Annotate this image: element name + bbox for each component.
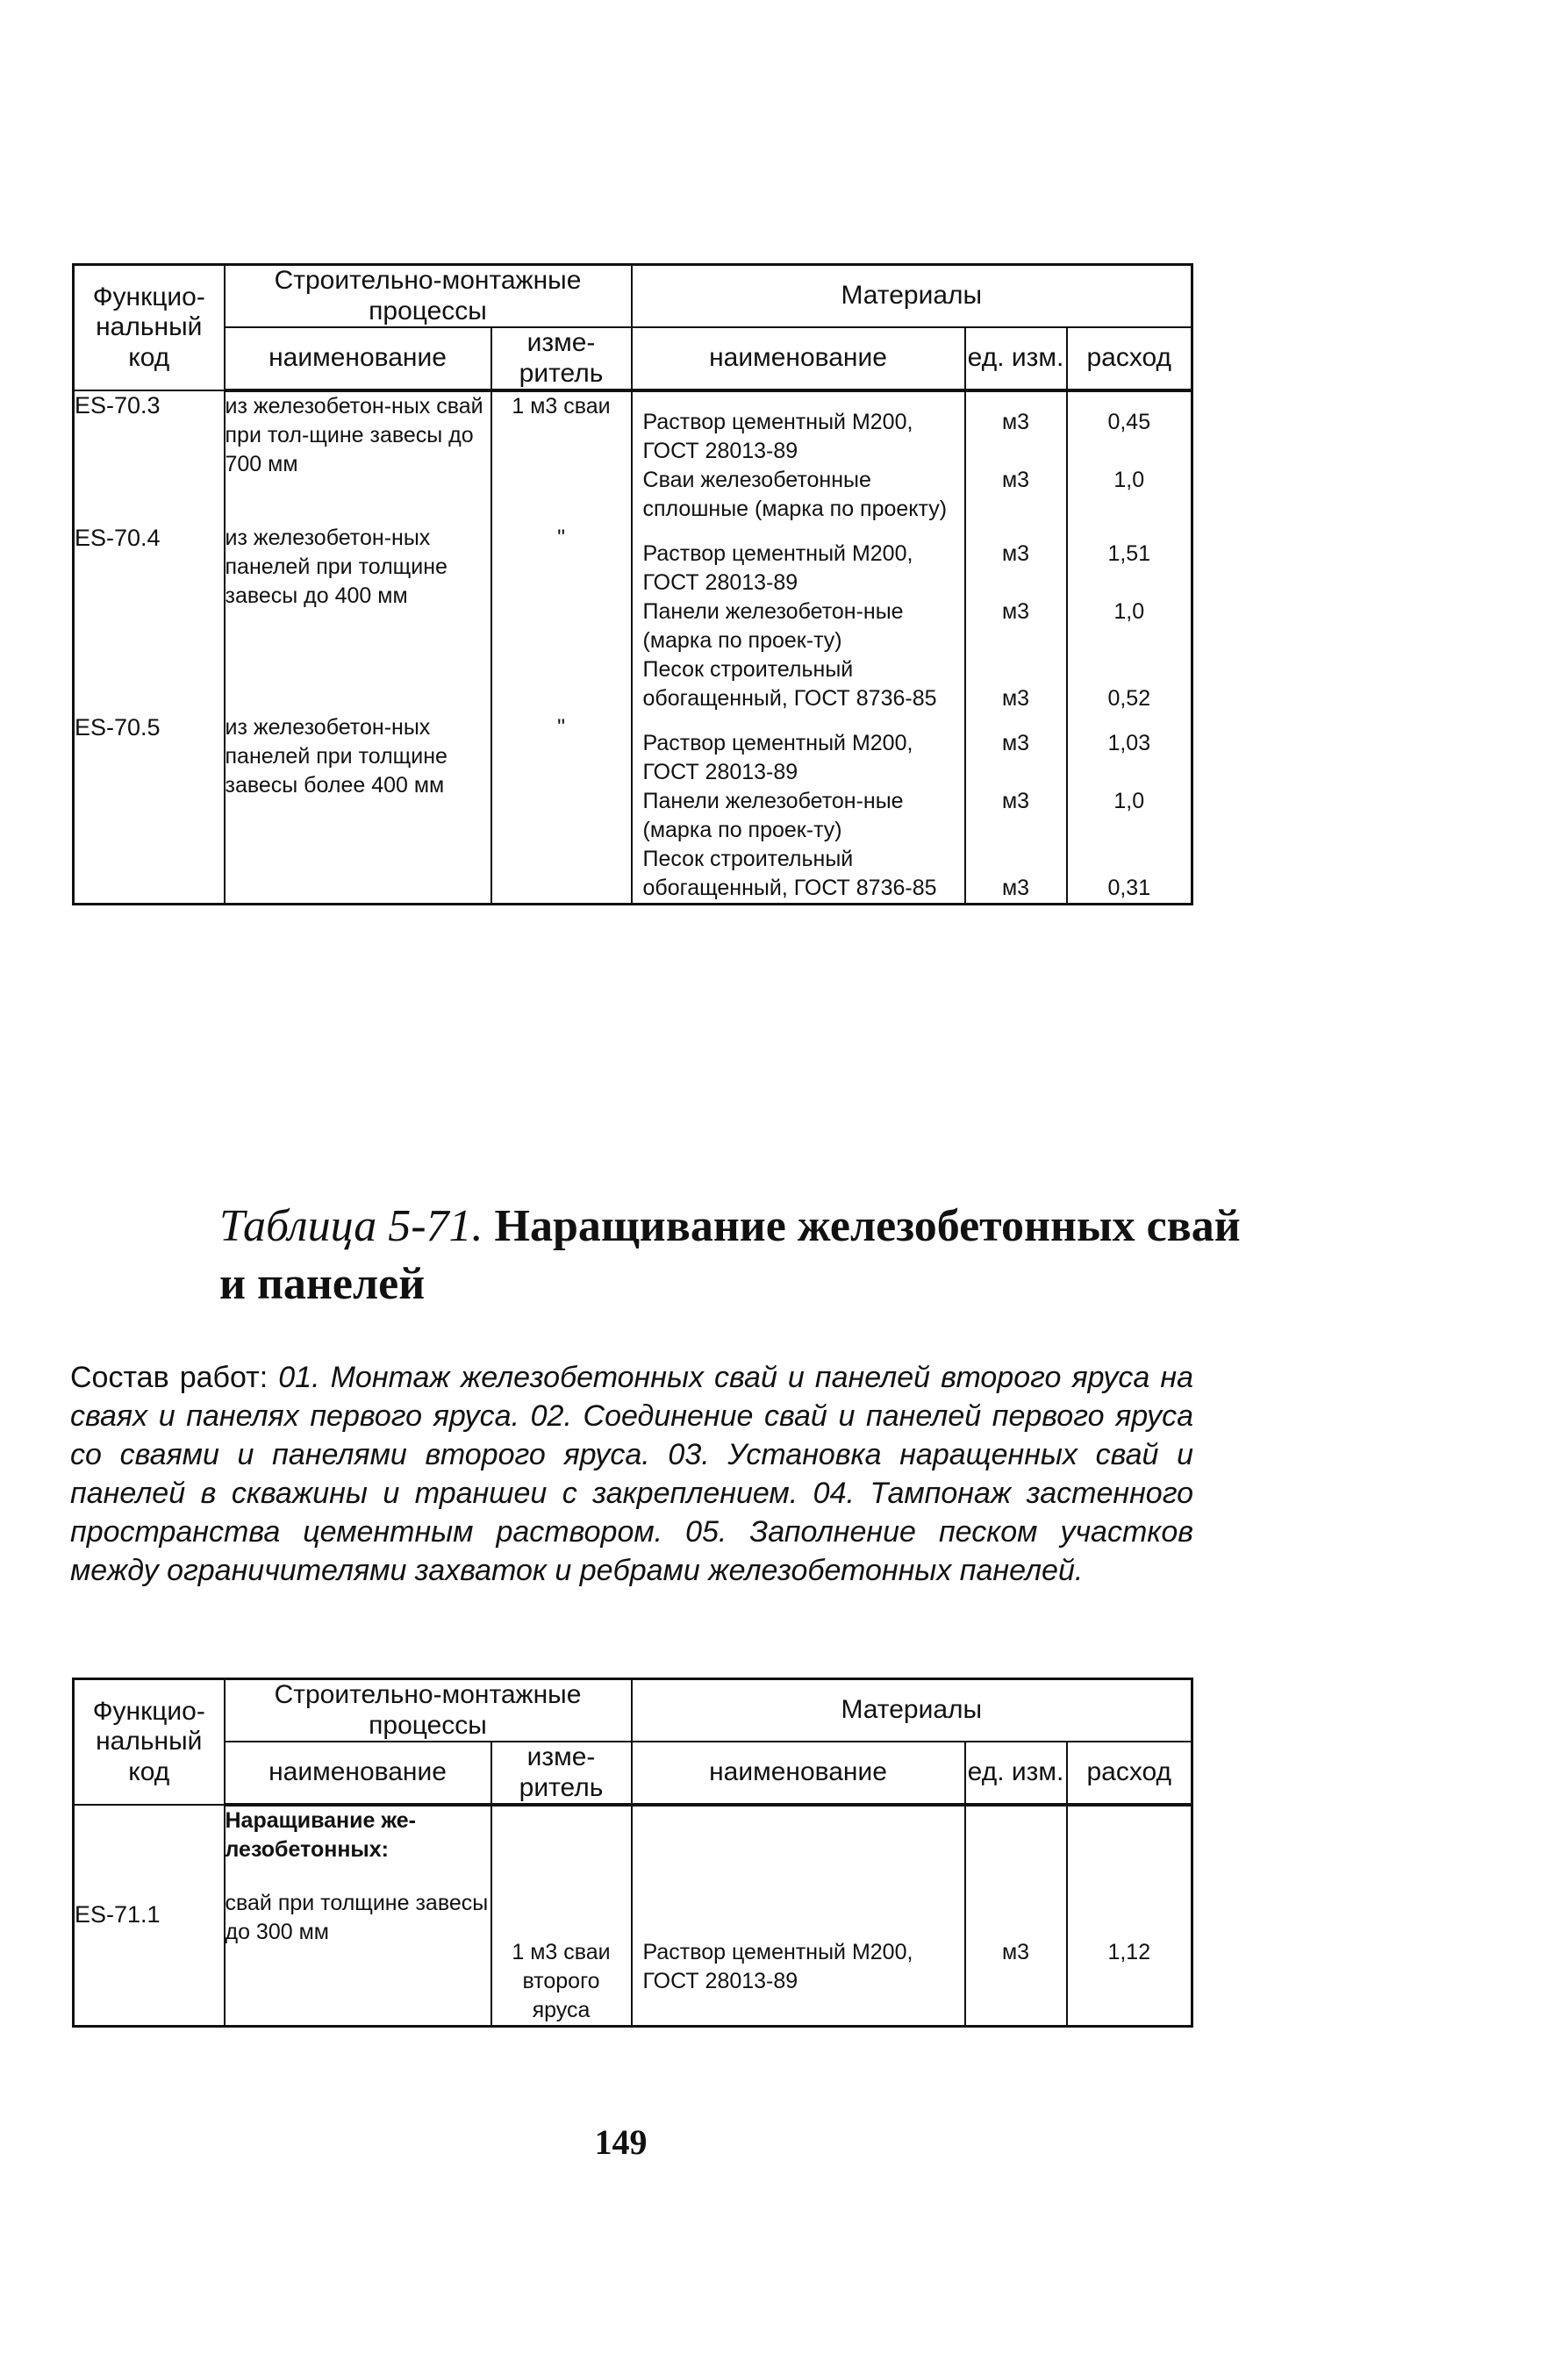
material-rate: 1,0 [1113,468,1145,492]
material-name: Раствор цементный М200, ГОСТ 28013-89 [642,1940,913,1993]
material-rate: 1,0 [1113,599,1145,624]
header-material-rate: расход [1067,327,1192,390]
header-functional-code: Функцио-нальный код [74,1679,225,1806]
header-processes: Строительно-монтажные процессы [225,265,632,328]
header-material-unit: ед. изм. [965,327,1067,390]
header-material-name: наименование [632,1742,965,1805]
material-rate: 1,0 [1113,789,1145,813]
row-code: ЕS-70.5 [74,713,225,905]
table-label: Таблица 5-71. [219,1201,483,1251]
section-title [219,1198,1272,1313]
composition-lead: Состав работ: [70,1361,268,1394]
header-process-meter: изме-ритель [491,327,632,390]
page-number: 149 [594,2122,648,2162]
material-rate: 1,51 [1107,541,1151,566]
header-material-rate: расход [1067,1742,1192,1805]
materials-table-5-70 [72,263,1193,905]
row-meter: 1 м3 сваи [491,390,632,524]
material-unit: м3 [1001,876,1030,900]
row-code: ЕS-71.1 [74,1805,225,2027]
row-meter: 1 м3 сваи второго яруса [491,1805,632,2027]
materials-table-5-71 [72,1678,1193,2028]
material-name: Раствор цементный М200, ГОСТ 28013-89 [642,541,913,595]
material-unit: м3 [1001,789,1030,813]
row-code: ЕS-70.4 [74,524,225,713]
material-unit: м3 [1001,1940,1030,1964]
material-unit: м3 [1001,686,1030,711]
table-row [74,524,1192,713]
header-process-meter: изме-ритель [491,1742,632,1805]
header-materials: Материалы [632,265,1192,328]
work-composition [70,1358,1193,1590]
header-materials: Материалы [632,1679,1192,1742]
material-name: Песок строительный обогащенный, ГОСТ 8736-85 [642,657,937,711]
row-process: из железобетон-ных панелей при толщине завесы до 400 мм [225,524,491,713]
header-functional-code: Функцио-нальный код [74,265,225,391]
composition-text: 01. Монтаж железобетонных свай и панелей второго яруса на сваях и панелях первого яруса. 02. Соединение свай и панелей первого яруса со сваями и панелями второго яруса. 03. Установка наращенных свай и панелей в скважины и траншеи с закреплением. 04. Тампонаж застенного пространства цементным раствором. 05. Заполнение песком участков между ограничителями захваток и ребрами железобетонных панелей. [70,1361,1194,1587]
row-process: из железобетон-ных панелей при толщине завесы более 400 мм [225,713,491,905]
material-unit: м3 [1001,541,1030,566]
material-rate: 1,03 [1107,731,1151,755]
material-unit: м3 [1001,468,1030,492]
row-meter: " [491,524,632,713]
table-row [74,713,1192,905]
row-process: свай при толщине завесы до 300 мм [225,1891,489,1944]
group-title: Наращивание же-лезобетонных: [225,1808,416,1862]
header-material-unit: ед. изм. [965,1742,1067,1805]
material-name: Сваи железобетонные сплошные (марка по проекту) [642,468,948,521]
material-name: Песок строительный обогащенный, ГОСТ 8736-85 [642,847,937,900]
material-unit: м3 [1001,599,1030,624]
material-rate: 0,52 [1107,686,1151,711]
header-processes: Строительно-монтажные процессы [225,1679,632,1742]
header-material-name: наименование [632,327,965,390]
material-unit: м3 [1001,731,1030,755]
material-name: Раствор цементный М200, ГОСТ 28013-89 [642,410,913,463]
header-process-name: наименование [225,327,491,390]
table-row [74,1805,1192,2027]
table-title-text: Наращивание железобетонных свай и панелей [219,1201,1241,1309]
row-meter: " [491,713,632,905]
material-unit: м3 [1001,410,1030,434]
material-name: Панели железобетон-ные (марка по проек-ту) [642,599,904,653]
table-row [74,390,1192,524]
material-name: Панели железобетон-ные (марка по проек-ту) [642,789,904,842]
header-process-name: наименование [225,1742,491,1805]
material-name: Раствор цементный М200, ГОСТ 28013-89 [642,731,913,784]
material-rate: 0,31 [1107,876,1151,900]
material-rate: 0,45 [1107,410,1151,434]
row-process: из железобетон-ных свай при тол-щине завесы до 700 мм [225,390,491,524]
row-code: ЕS-70.3 [74,390,225,524]
material-rate: 1,12 [1107,1940,1151,1964]
